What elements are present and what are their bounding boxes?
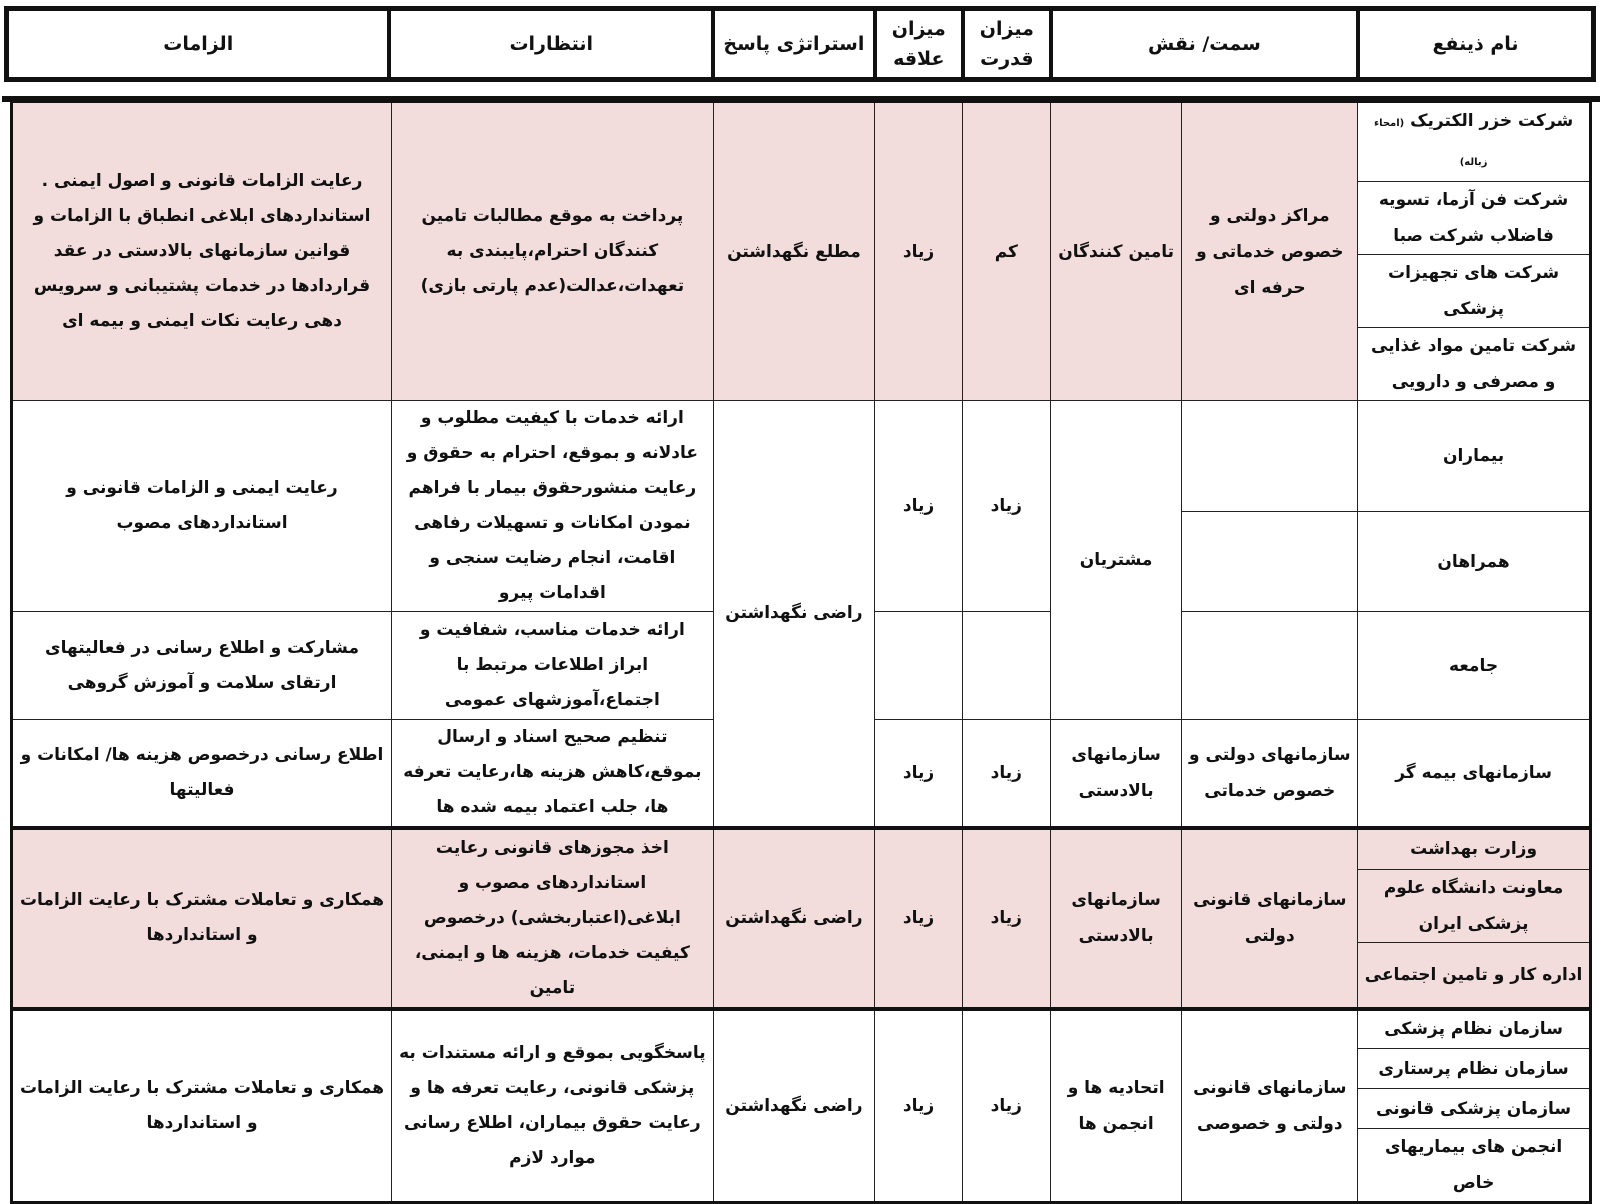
category-cell: تامین کنندگان xyxy=(1050,102,1182,401)
name-note: (امحاء زباله) xyxy=(1373,118,1488,168)
header-power: میزان قدرت xyxy=(963,9,1051,80)
requirements-cell: همکاری و تعاملات مشترک با رعایت الزامات و استانداردها xyxy=(12,828,392,1009)
header-table xyxy=(4,6,1596,82)
requirements-cell: اطلاع رسانی درخصوص هزینه ها/ امکانات و فعالیتها xyxy=(12,720,392,828)
requirements-cell: رعایت ایمنی و الزامات قانونی و استانداردهای مصوب xyxy=(12,401,392,612)
power-cell: کم xyxy=(962,102,1050,401)
stakeholder-name: سازمانهای بیمه گر xyxy=(1358,720,1591,828)
category-cell: سازمانهای بالادستی xyxy=(1050,720,1182,828)
requirements-cell: مشارکت و اطلاع رسانی در فعالیتهای ارتقای سلامت و آموزش گروهی xyxy=(12,612,392,720)
strategy-cell: مطلع نگهداشتن xyxy=(713,102,874,401)
stakeholder-name: سازمان نظام پزشکی xyxy=(1358,1009,1591,1049)
header-name: نام ذینفع xyxy=(1358,9,1593,80)
power-cell: زیاد xyxy=(962,401,1050,612)
interest-cell: زیاد xyxy=(875,720,963,828)
role-cell-empty xyxy=(1182,612,1358,720)
expectations-cell: ارائه خدمات با کیفیت مطلوب و عادلانه و بموقع، احترام به حقوق و رعایت منشورحقوق بیمار با فراهم نمودن امکانات و تسهیلات رفاهی اقامت، انجام رضایت سنجی و اقدامات پیرو xyxy=(392,401,714,612)
expectations-cell: تنظیم صحیح اسناد و ارسال بموقع،کاهش هزینه ها،رعایت تعرفه ها، جلب اعتماد بیمه شده ها xyxy=(392,720,714,828)
interest-cell-empty xyxy=(875,612,963,720)
power-cell-empty xyxy=(962,612,1050,720)
header-strategy: استراتژی پاسخ xyxy=(713,9,875,80)
requirements-cell: رعایت الزامات قانونی و اصول ایمنی . استانداردهای ابلاغی انطباق با الزامات و قوانین سازمانهای بالادستی در عقد قراردادها در خدمات پشتیبانی و سرویس دهی رعایت نکات ایمنی و بیمه ای xyxy=(12,102,392,401)
stakeholder-name: سازمان نظام پرستاری xyxy=(1358,1049,1591,1089)
power-cell: زیاد xyxy=(962,1009,1050,1203)
stakeholder-table xyxy=(10,100,1592,1204)
stakeholder-name xyxy=(1358,102,1591,182)
expectations-cell: پرداخت به موقع مطالبات تامین کنندگان احترام،پایبندی به تعهدات،عدالت(عدم پارتی بازی) xyxy=(392,102,714,401)
category-cell: مشتریان xyxy=(1050,401,1182,720)
stakeholder-name: شرکت تامین مواد غذایی و مصرفی و دارویی xyxy=(1358,328,1591,401)
expectations-cell: اخذ مجوزهای قانونی رعایت استانداردهای مصوب و ابلاغی(اعتباربخشی) درخصوص کیفیت خدمات، هزینه ها و ایمنی، تامین xyxy=(392,828,714,1009)
strategy-cell: راضی نگهداشتن xyxy=(713,1009,874,1203)
strategy-cell: راضی نگهداشتن xyxy=(713,401,874,828)
interest-cell: زیاد xyxy=(875,401,963,612)
role-cell: سازمانهای قانونی دولتی xyxy=(1182,828,1358,1009)
power-cell: زیاد xyxy=(962,828,1050,1009)
expectations-cell: ارائه خدمات مناسب، شفافیت و ابراز اطلاعات مرتبط با اجتماع،آموزشهای عمومی xyxy=(392,612,714,720)
header-role: سمت/ نقش xyxy=(1051,9,1358,80)
strategy-cell: راضی نگهداشتن xyxy=(713,828,874,1009)
stakeholder-name: جامعه xyxy=(1358,612,1591,720)
stakeholder-name: انجمن های بیماریهای خاص xyxy=(1358,1129,1591,1203)
stakeholder-name: وزارت بهداشت xyxy=(1358,828,1591,870)
stakeholder-name: سازمان پزشکی قانونی xyxy=(1358,1089,1591,1129)
expectations-cell: پاسخگویی بموقع و ارائه مستندات به پزشکی قانونی، رعایت تعرفه ها و رعایت حقوق بیماران، اطلاع رسانی موارد لازم xyxy=(392,1009,714,1203)
power-cell: زیاد xyxy=(962,720,1050,828)
role-cell: مراکز دولتی و خصوص خدماتی و حرفه ای xyxy=(1182,102,1358,401)
category-cell: سازمانهای بالادستی xyxy=(1050,828,1182,1009)
role-cell: سازمانهای دولتی و خصوص خدماتی xyxy=(1182,720,1358,828)
header-interest: میزان علاقه xyxy=(875,9,963,80)
stakeholder-name: شرکت های تجهیزات پزشکی xyxy=(1358,255,1591,328)
interest-cell: زیاد xyxy=(875,1009,963,1203)
role-cell-empty xyxy=(1182,401,1358,512)
header-expectations: انتظارات xyxy=(389,9,713,80)
stakeholder-name: اداره کار و تامین اجتماعی xyxy=(1358,943,1591,1009)
stakeholder-name: شرکت فن آزما، تسویه فاضلاب شرکت صبا xyxy=(1358,182,1591,255)
role-cell-empty xyxy=(1182,512,1358,612)
category-cell: اتحادیه ها و انجمن ها xyxy=(1050,1009,1182,1203)
requirements-cell: همکاری و تعاملات مشترک با رعایت الزامات و استانداردها xyxy=(12,1009,392,1203)
role-cell: سازمانهای قانونی دولتی و خصوصی xyxy=(1182,1009,1358,1203)
name-main: شرکت خزر الکتریک xyxy=(1410,111,1574,131)
header-requirements: الزامات xyxy=(7,9,390,80)
stakeholder-name: بیماران xyxy=(1358,401,1591,512)
interest-cell: زیاد xyxy=(875,828,963,1009)
stakeholder-name: معاونت دانشگاه علوم پزشکی ایران xyxy=(1358,870,1591,943)
stakeholder-name: همراهان xyxy=(1358,512,1591,612)
interest-cell: زیاد xyxy=(875,102,963,401)
